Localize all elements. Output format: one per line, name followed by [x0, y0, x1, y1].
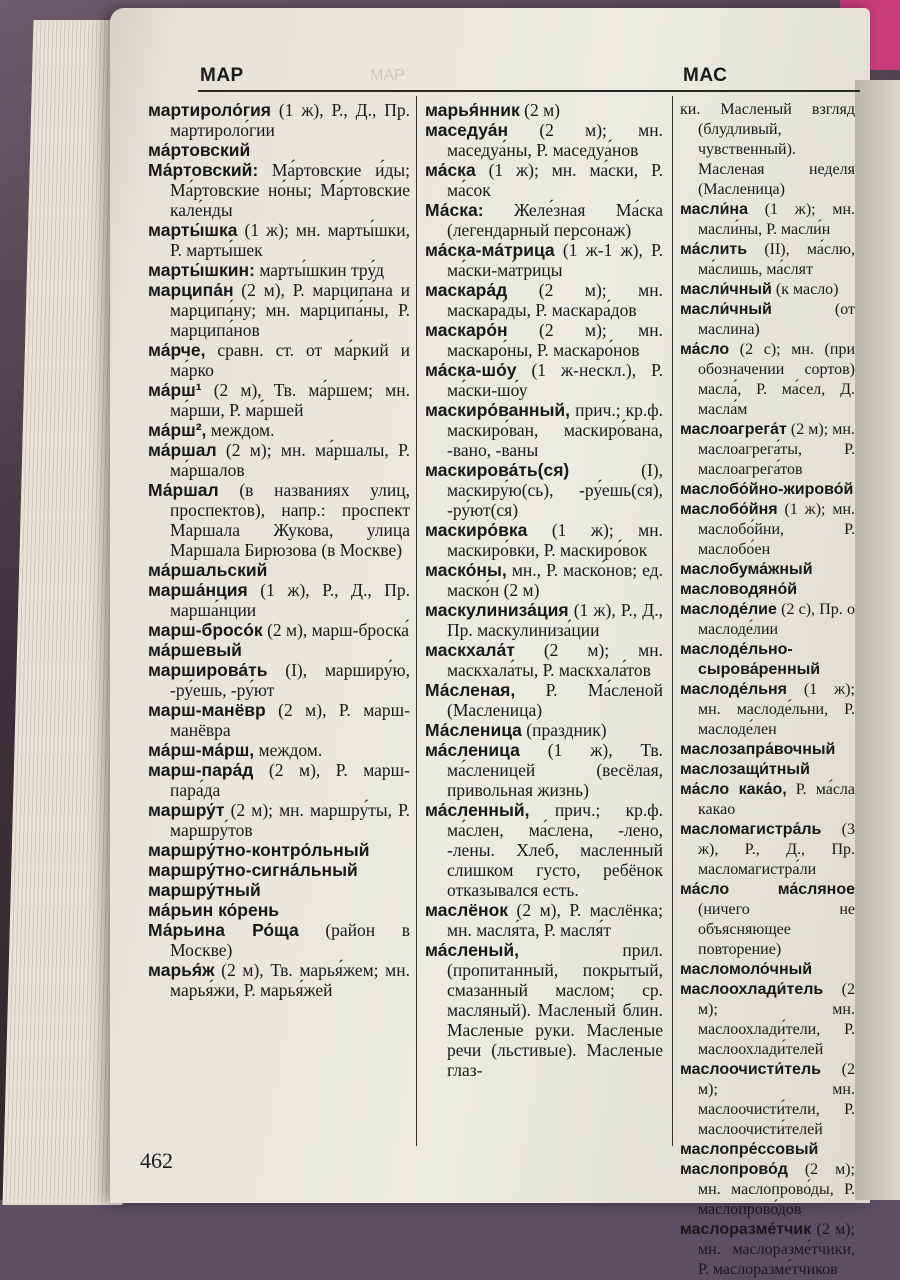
dictionary-entry	[148, 860, 410, 880]
entry-headword: маслоразме́тчик	[680, 1221, 812, 1238]
entry-headword: маршру́тно-контро́льный	[148, 840, 370, 860]
dictionary-entry	[148, 920, 410, 960]
column-divider	[416, 96, 417, 1146]
dictionary-entry	[148, 440, 410, 480]
entry-headword: ма́ска-ма́трица	[425, 240, 555, 260]
dictionary-entry	[680, 820, 855, 880]
dictionary-entry	[148, 100, 410, 140]
dictionary-entry	[680, 1160, 855, 1220]
dictionary-entry	[425, 900, 663, 940]
entry-body: ки. Масленый взгляд (блудливый, чувственный). Масленая неделя (Масленица)	[680, 101, 855, 198]
dictionary-entry	[148, 160, 410, 220]
entry-headword: ма́сленый,	[425, 940, 519, 960]
entry-body: (II), ма́слю, ма́слишь, ма́слят	[698, 241, 855, 278]
dictionary-entry	[148, 380, 410, 420]
dictionary-entry	[148, 280, 410, 340]
entry-headword: маскиро́ванный,	[425, 400, 571, 420]
entry-body: (1 ж); мн. масли́ны, Р. масли́н	[698, 201, 855, 238]
entry-headword: масли́чный	[680, 281, 772, 298]
entry-headword: марш-манёвр	[148, 700, 266, 720]
entry-headword: ма́рш²,	[148, 420, 207, 440]
entry-headword: марш-бросо́к	[148, 620, 263, 640]
entry-headword: Ма́рьина Ро́ща	[148, 920, 299, 940]
dictionary-entry	[148, 900, 410, 920]
dictionary-entry	[680, 300, 855, 340]
running-header-right: МАС	[683, 65, 728, 86]
dictionary-entry	[425, 360, 663, 400]
entry-body: (2 м), Тв. ма́ршем; мн. ма́рши, Р. ма́ршей	[170, 380, 410, 420]
dictionary-entry	[680, 600, 855, 640]
dictionary-entry	[148, 880, 410, 900]
entry-headword: маслопре́ссовый	[680, 1141, 819, 1158]
dictionary-entry	[425, 240, 663, 280]
entry-headword: ма́ршальский	[148, 560, 268, 580]
entry-headword: маршру́тный	[148, 880, 261, 900]
dictionary-entry	[425, 200, 663, 240]
dictionary-entry	[680, 340, 855, 420]
dictionary-entry	[148, 740, 410, 760]
entry-body: (I), марширу́ю, -ру́ешь, -ру́ют	[170, 660, 410, 700]
entry-body: (к масло)	[771, 281, 839, 298]
dictionary-entry	[148, 960, 410, 1000]
entry-body: Ма́ртовские и́ды; Ма́ртовские но́ны; Ма́ртовские кале́нды	[170, 160, 410, 220]
header-rule	[198, 90, 860, 92]
entry-body: (1 ж); мн. маскиро́вки, Р. маскиро́вок	[447, 520, 663, 560]
entry-headword: ма́рче,	[148, 340, 206, 360]
entry-headword: ма́рш¹	[148, 380, 202, 400]
dictionary-column-1	[148, 100, 410, 1180]
dictionary-entry	[680, 240, 855, 280]
entry-body: (ничего не объясняющее повторение)	[698, 901, 855, 958]
entry-body: Желе́зная Ма́ска (легендарный персонаж)	[447, 200, 663, 240]
entry-body: междом.	[206, 420, 275, 440]
entry-body: (праздник)	[521, 720, 607, 740]
entry-headword: ма́ршал	[148, 440, 217, 460]
entry-body: (2 м), Р. марш-манёвра	[170, 700, 410, 740]
entry-body: мн., Р. маско́нов; ед. маско́н (2 м)	[447, 560, 663, 600]
entry-body: (от маслина)	[698, 301, 855, 338]
entry-headword: маслобо́йня	[680, 501, 778, 518]
dictionary-entry	[680, 760, 855, 780]
entry-headword: маскирова́ть(ся)	[425, 460, 570, 480]
entry-body: Р. ма́сла какао	[698, 781, 856, 818]
dictionary-column-2	[425, 100, 663, 1160]
entry-body: сравн. ст. от ма́ркий и ма́рко	[170, 340, 410, 380]
dictionary-column-3	[680, 100, 856, 1278]
entry-headword: маслобо́йно-жирово́й	[680, 481, 854, 498]
dictionary-entry	[148, 760, 410, 800]
entry-headword: ма́ртовский	[148, 140, 251, 160]
entry-body: прил. (пропитанный, покрытый, смазанный маслом; ср. масляный). Масленый блин. Масленые руки. Масленые речи (льстивые). Масленые глаз-	[447, 940, 663, 1080]
entry-body: (2 м); мн. маскаро́ны, Р. маскаро́нов	[447, 320, 663, 360]
dictionary-entry	[425, 560, 663, 600]
entry-headword: масломоло́чный	[680, 961, 813, 978]
entry-body: (1 ж-нескл.), Р. ма́ски-шо́у	[447, 360, 663, 400]
entry-headword: марты́шка	[148, 220, 238, 240]
entry-body: междом.	[254, 740, 323, 760]
entry-body: (район в Москве)	[170, 920, 410, 960]
entry-body: (1 ж), Р., Д., Пр. марша́нции	[170, 580, 410, 620]
entry-headword: масловодяно́й	[680, 581, 798, 598]
entry-headword: маслоочисти́тель	[680, 1061, 821, 1078]
column-divider	[672, 96, 673, 1146]
entry-headword: ма́сло кака́о,	[680, 781, 787, 798]
entry-body: Р. Ма́сленой (Масленица)	[447, 680, 663, 720]
dictionary-entry	[148, 560, 410, 580]
dictionary-entry	[425, 640, 663, 680]
dictionary-entry	[680, 880, 855, 960]
dictionary-entry	[425, 600, 663, 640]
dictionary-entry	[680, 560, 855, 580]
entry-headword: маседуа́н	[425, 120, 509, 140]
dictionary-entry	[425, 280, 663, 320]
entry-headword: ма́ска-шо́у	[425, 360, 517, 380]
entry-headword: маслоде́лие	[680, 601, 777, 618]
dictionary-entry	[425, 720, 663, 740]
entry-headword: масли́чный	[680, 301, 772, 318]
entry-headword: Ма́сленая,	[425, 680, 516, 700]
entry-body: (2 м), Р. марципа́на и марципа́ну; мн. марципа́ны, Р. марципа́нов	[170, 280, 410, 340]
entry-body: (2 с), Пр. о маслоде́лии	[698, 601, 855, 638]
entry-body: прич.; кр.ф. ма́слен, ма́слена, -лено, -лены. Хлеб, масленный слишком густо, ребёнок отказывался есть.	[447, 800, 663, 900]
entry-headword: маслёнок	[425, 900, 509, 920]
dictionary-entry	[425, 120, 663, 160]
entry-headword: марципа́н	[148, 280, 234, 300]
dictionary-entry	[680, 680, 855, 740]
dictionary-entry	[148, 620, 410, 640]
dictionary-entry	[425, 740, 663, 800]
dictionary-entry	[148, 140, 410, 160]
entry-headword: маскара́д	[425, 280, 508, 300]
entry-body: (2 м), Тв. марья́жем; мн. марья́жи, Р. марья́жей	[170, 960, 410, 1000]
dictionary-entry	[148, 260, 410, 280]
dictionary-entry	[148, 800, 410, 840]
dictionary-entry	[680, 740, 855, 760]
entry-headword: мартироло́гия	[148, 100, 272, 120]
entry-body: (1 ж), Р., Д., Пр. маскулиниза́ции	[447, 600, 663, 640]
entry-headword: маршру́тно-сигна́льный	[148, 860, 358, 880]
dictionary-entry	[680, 480, 855, 500]
entry-headword: Ма́ршал	[148, 480, 219, 500]
page-number: 462	[140, 1148, 173, 1173]
entry-body: (1 ж), Р., Д., Пр. мартироло́гии	[170, 100, 410, 140]
dictionary-entry	[425, 680, 663, 720]
dictionary-entry	[425, 460, 663, 520]
entry-headword: маскаро́н	[425, 320, 508, 340]
dictionary-entry	[680, 640, 855, 680]
dictionary-entry	[680, 980, 855, 1060]
entry-headword: ма́ска	[425, 160, 476, 180]
entry-headword: ма́рьин ко́рень	[148, 900, 280, 920]
dictionary-entry	[148, 700, 410, 740]
entry-body: (2 м); мн. маслопрово́ды, Р. маслопрово́дов	[698, 1161, 855, 1218]
entry-headword: маско́ны,	[425, 560, 507, 580]
entry-body: прич.; кр.ф. маскиро́ван, маскиро́вана, -вано, -ваны	[447, 400, 663, 460]
dictionary-entry	[148, 480, 410, 560]
dictionary-entry	[680, 500, 855, 560]
entry-headword: ма́ршевый	[148, 640, 242, 660]
entry-headword: Ма́ртовский:	[148, 160, 259, 180]
entry-headword: маскулиниза́ция	[425, 600, 569, 620]
dictionary-entry	[148, 640, 410, 660]
entry-headword: ма́сленный,	[425, 800, 530, 820]
entry-headword: марья́ж	[148, 960, 215, 980]
dictionary-entry	[680, 1140, 855, 1160]
dictionary-entry	[680, 280, 855, 300]
dictionary-entry	[680, 1060, 855, 1140]
dictionary-entry	[425, 800, 663, 900]
dictionary-entry	[148, 420, 410, 440]
entry-body: марты́шкин тру́д	[254, 260, 384, 280]
entry-body: (2 м); мн. маслоагрега́ты, Р. маслоагрега́тов	[698, 421, 855, 478]
entry-body: (2 м); мн. маседуа́ны, Р. маседуа́нов	[447, 120, 663, 160]
dictionary-entry	[148, 220, 410, 260]
entry-body: (в названиях улиц, проспектов), напр.: проспект Маршала Жукова, улица Маршала Бирюзова (в Москве)	[170, 480, 410, 560]
dictionary-entry	[148, 660, 410, 700]
entry-body: (I), маскиру́ю(сь), -ру́ешь(ся), -ру́ют(ся)	[447, 460, 663, 520]
entry-body: (2 м), марш-броска́	[262, 620, 410, 640]
dictionary-entry	[425, 940, 663, 1080]
dictionary-entry	[148, 580, 410, 620]
entry-body: (2 м); мн. маслоохлади́тели, Р. маслоохлади́телей	[698, 981, 855, 1058]
entry-body: (1 ж); мн. маслоде́льни, Р. маслоде́лен	[698, 681, 855, 738]
entry-headword: маслопрово́д	[680, 1161, 788, 1178]
entry-body: (2 м); мн. маслоочисти́тели, Р. маслоочисти́телей	[698, 1061, 855, 1138]
entry-body: (1 ж); мн. маслобо́йни, Р. маслобо́ен	[698, 501, 855, 558]
entry-headword: ма́сло	[680, 341, 730, 358]
dictionary-entry	[148, 840, 410, 860]
entry-body: (2 м); мн. маскхала́ты, Р. маскхала́тов	[447, 640, 663, 680]
dictionary-entry	[425, 520, 663, 560]
entry-headword: марширова́ть	[148, 660, 268, 680]
entry-headword: маслозащи́тный	[680, 761, 810, 778]
dictionary-entry	[680, 780, 855, 820]
entry-body: (1 ж); мн. марты́шки, Р. марты́шек	[170, 220, 410, 260]
entry-body: (2 с); мн. (при обозначении сортов) масла́, Р. ма́сел, Д. масла́м	[698, 341, 855, 418]
entry-headword: марья́нник	[425, 100, 520, 120]
show-through-header: МАР	[370, 67, 405, 84]
entry-headword: ма́сло ма́сляное	[680, 881, 855, 898]
entry-headword: масли́на	[680, 201, 748, 218]
facing-page-edge	[855, 80, 900, 1200]
dictionary-entry	[425, 320, 663, 360]
entry-headword: ма́рш-ма́рш,	[148, 740, 255, 760]
entry-body: (1 ж); мн. ма́ски, Р. ма́сок	[447, 160, 663, 200]
entry-headword: масломагистра́ль	[680, 821, 822, 838]
entry-headword: ма́слить	[680, 241, 748, 258]
entry-body: (1 ж-1 ж), Р. ма́ски-ма́трицы	[447, 240, 663, 280]
entry-body: (2 м), Р. марш-пара́да	[170, 760, 410, 800]
entry-headword: марты́шкин:	[148, 260, 255, 280]
entry-body: (2 м)	[519, 100, 560, 120]
entry-headword: маскиро́вка	[425, 520, 528, 540]
entry-body: (2 м), Р. маслёнка; мн. масля́та, Р. масля́т	[447, 900, 663, 940]
entry-headword: Ма́сленица	[425, 720, 522, 740]
entry-body: (2 м); мн. ма́ршалы, Р. ма́ршалов	[170, 440, 410, 480]
entry-body: (2 м); мн. маслоразме́тчики, Р. маслоразме́тчиков	[698, 1221, 855, 1278]
entry-headword: маслоде́льня	[680, 681, 787, 698]
dictionary-entry	[425, 160, 663, 200]
entry-headword: маскхала́т	[425, 640, 515, 660]
dictionary-entry	[680, 420, 855, 480]
entry-headword: марш-пара́д	[148, 760, 254, 780]
entry-headword: маршру́т	[148, 800, 225, 820]
entry-headword: Ма́ска:	[425, 200, 484, 220]
entry-body: (1 ж), Тв. ма́сленицей (весёлая, привольная жизнь)	[447, 740, 663, 800]
dictionary-entry	[425, 400, 663, 460]
dictionary-entry	[680, 1220, 855, 1280]
entry-headword: маслозапра́вочный	[680, 741, 836, 758]
dictionary-entry	[425, 100, 663, 120]
entry-headword: маслоагрега́т	[680, 421, 787, 438]
entry-body: (2 м); мн. маршру́ты, Р. маршру́тов	[170, 800, 410, 840]
dictionary-entry	[680, 100, 855, 200]
entry-headword: маслоохлади́тель	[680, 981, 824, 998]
entry-headword: маслобума́жный	[680, 561, 813, 578]
dictionary-entry	[148, 340, 410, 380]
entry-headword: марша́нция	[148, 580, 248, 600]
entry-headword: ма́сленица	[425, 740, 520, 760]
dictionary-entry	[680, 580, 855, 600]
running-header-left: МАР	[200, 65, 244, 86]
dictionary-entry	[680, 200, 855, 240]
entry-headword: маслоде́льно-сырова́ренный	[680, 641, 821, 678]
entry-body: (2 м); мн. маскара́ды, Р. маскара́дов	[447, 280, 663, 320]
entry-body: (3 ж), Р., Д., Пр. масломагистра́ли	[698, 821, 855, 878]
dictionary-entry	[680, 960, 855, 980]
